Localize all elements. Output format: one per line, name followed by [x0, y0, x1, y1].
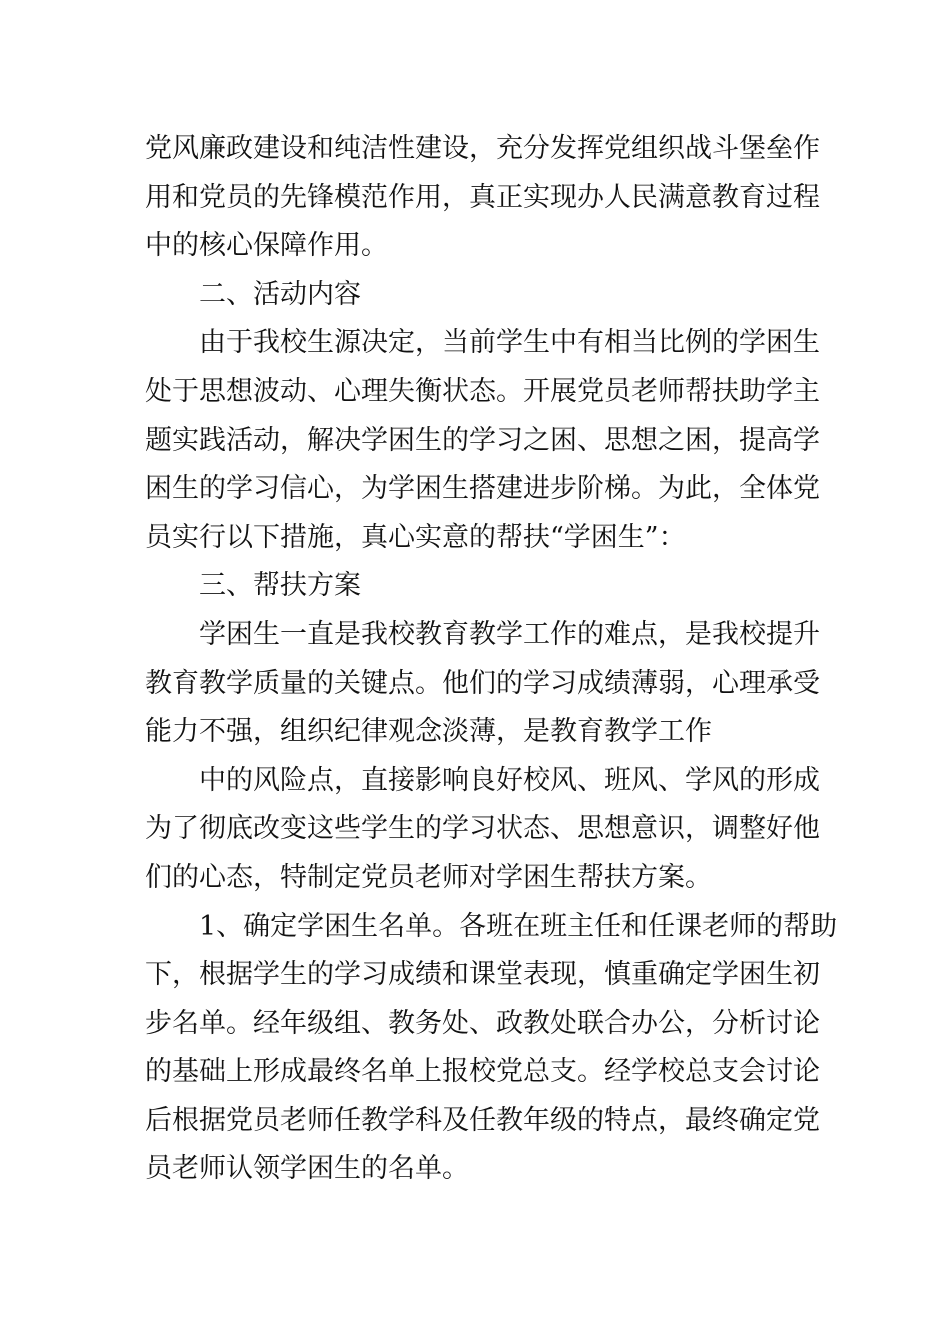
text-line: 后根据党员老师任教学科及任教年级的特点，最终确定党 — [145, 1104, 820, 1136]
text-line: 学困生一直是我校教育教学工作的难点，是我校提升 — [199, 618, 820, 650]
text-line: 教育教学质量的关键点。他们的学习成绩薄弱，心理承受 — [145, 667, 820, 699]
text-line: 步名单。经年级组、教务处、政教处联合办公，分析讨论 — [145, 1007, 820, 1039]
text-line: 中的核心保障作用。 — [145, 230, 388, 262]
document-page — [145, 125, 838, 1194]
section-heading: 三、帮扶方案 — [199, 570, 361, 602]
text-line: 员实行以下措施，真心实意的帮扶“学困生”： — [145, 521, 686, 553]
text-line: 中的风险点，直接影响良好校风、班风、学风的形成 — [199, 764, 820, 796]
text-line: 题实践活动，解决学困生的学习之困、思想之困，提高学 — [145, 424, 820, 456]
text-line: 下，根据学生的学习成绩和课堂表现，慎重确定学困生初 — [145, 959, 820, 991]
text-line: 由于我校生源决定，当前学生中有相当比例的学困生 — [199, 327, 820, 359]
text-line: 员老师认领学困生的名单。 — [145, 1153, 469, 1185]
text-line: 困生的学习信心，为学困生搭建进步阶梯。为此，全体党 — [145, 473, 820, 505]
text-line: 用和党员的先锋模范作用，真正实现办人民满意教育过程 — [145, 181, 820, 213]
text-line: 的基础上形成最终名单上报校党总支。经学校总支会讨论 — [145, 1056, 820, 1088]
text-line: 们的心态，特制定党员老师对学困生帮扶方案。 — [145, 861, 712, 893]
text-line: 1、确定学困生名单。各班在班主任和任课老师的帮助 — [199, 910, 838, 942]
text-line: 能力不强，组织纪律观念淡薄，是教育教学工作 — [145, 716, 712, 748]
text-line: 为了彻底改变这些学生的学习状态、思想意识，调整好他 — [145, 813, 820, 845]
text-line: 党风廉政建设和纯洁性建设，充分发挥党组织战斗堡垒作 — [145, 133, 820, 164]
section-heading: 二、活动内容 — [199, 278, 361, 310]
text-line: 处于思想波动、心理失衡状态。开展党员老师帮扶助学主 — [145, 375, 820, 407]
